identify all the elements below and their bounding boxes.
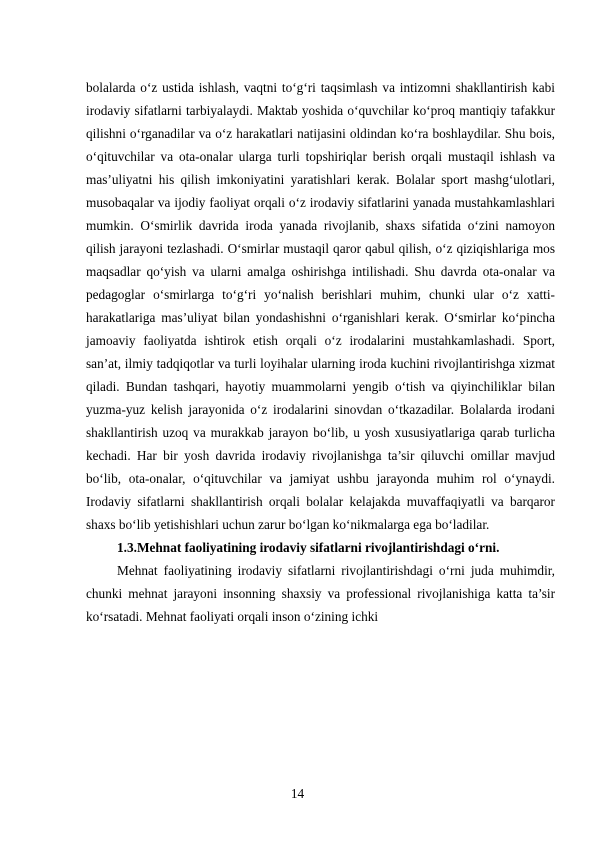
section-heading: 1.3.Mehnat faoliyatining irodaviy sifatlarni rivojlantirishdagi o‘rni.	[117, 540, 500, 555]
body-paragraph: bolalarda o‘z ustida ishlash, vaqtni to‘g‘ri taqsimlash va intizomni shakllantirish kabi irodaviy sifatlarni tarbiyalaydi. Maktab yoshida o‘quvchilar ko‘proq mantiqiy tafakkur qilishni o‘rganadilar va o‘z harakatlari natijasini oldindan ko‘ra boshlaydilar. Shu bois, o‘qituvchilar va ota-onalar ularga turli topshiriqlar berish orqali mustaqil ishlash va mas’uliyatni his qilish imkoniyatini yaratishlari kerak. Bolalar sport mashg‘ulotlari, musobaqalar va ijodiy faoliyat orqali o‘z irodaviy sifatlarini yanada mustahkamlashlari mumkin. O‘smirlik davrida iroda yanada rivojlanib, shaxs sifatida o‘zini namoyon qilish jarayoni tezlashadi. O‘smirlar mustaqil qaror qabul qilish, o‘z qiziqishlariga mos maqsadlar qo‘yish va ularni amalga oshirishga intilishadi. Shu davrda ota-onalar va pedagoglar o‘smirlarga to‘g‘ri yo‘nalish berishlari muhim, chunki ular o‘z xatti-harakatlariga mas’uliyat bilan yondashishni o‘rganishlari kerak. O‘smirlar ko‘pincha jamoaviy faoliyatda ishtirok etish orqali o‘z irodalarini mustahkamlashadi. Sport, san’at, ilmiy tadqiqotlar va turli loyihalar ularning iroda kuchini rivojlantirishga xizmat qiladi. Bundan tashqari, hayotiy muammolarni yengib o‘tish va qiyinchiliklar bilan yuzma-yuz kelish jarayonida o‘z irodalarini sinovdan o‘tkazadilar. Bolalarda irodani shakllantirish uzoq va murakkab jarayon bo‘lib, u yosh xususiyatlariga qarab turlicha kechadi. Har bir yosh davrida irodaviy rivojlanishga ta’sir qiluvchi omillar mavjud bo‘lib, ota-onalar, o‘qituvchilar va jamiyat ushbu jarayonda muhim rol o‘ynaydi. Irodaviy sifatlarni shakllantirish orqali bolalar kelajakda muvaffaqiyatli va barqaror shaxs bo‘lib yetishishlari uchun zarur bo‘lgan ko‘nikmalarga ega bo‘ladilar.	[86, 80, 555, 532]
page-number: 14	[290, 786, 305, 801]
section-paragraph: Mehnat faoliyatining irodaviy sifatlarni rivojlantirishdagi o‘rni juda muhimdir, chunki mehnat jarayoni insonning shaxsiy va professional rivojlanishiga katta ta’sir ko‘rsatadi. Mehnat faoliyati orqali inson o‘zining ichki	[86, 563, 555, 624]
document-body	[86, 76, 555, 628]
